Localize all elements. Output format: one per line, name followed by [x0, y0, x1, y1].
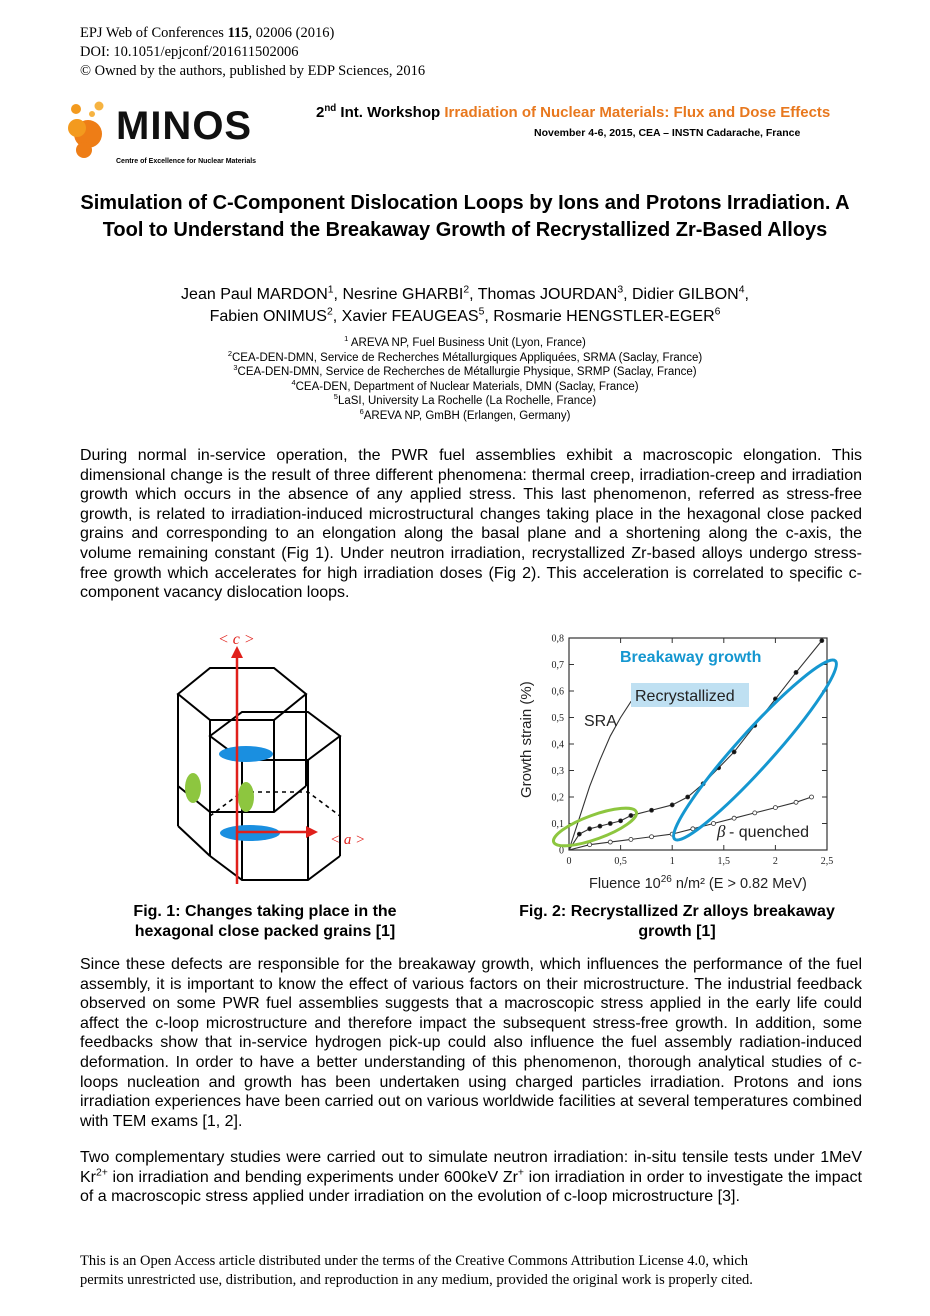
author-name: Jean Paul MARDON	[181, 286, 328, 303]
data-point	[794, 670, 798, 674]
author-affiliation-number: 2	[326, 306, 333, 318]
figure-1-caption: Fig. 1: Changes taking place in the hexagonal close packed grains [1]	[133, 903, 397, 940]
affiliation-text: CEA-DEN-DMN, Service de Recherches de Métallurgie Physique, SRMP (Saclay, France)	[237, 366, 697, 378]
copyright-line: © Owned by the authors, published by EDP Sciences, 2016	[80, 63, 426, 79]
data-point	[577, 832, 581, 836]
x-tick-label: 2	[772, 856, 778, 867]
affiliation-line	[60, 406, 870, 424]
affiliation-line	[60, 394, 870, 409]
y-tick-label: 0,4	[551, 739, 564, 751]
data-point	[629, 814, 633, 818]
data-point	[608, 840, 612, 844]
breakaway-label: Breakaway growth	[620, 649, 762, 666]
workshop-topic: Irradiation of Nuclear Materials: Flux and Dose Effects	[444, 104, 831, 121]
author-affiliation-number: 2	[463, 284, 470, 296]
affiliation-text: CEA-DEN, Department of Nuclear Materials, DMN (Saclay, France)	[295, 380, 639, 393]
author-affiliation-number: 6	[714, 306, 721, 318]
c-loop-top	[219, 746, 273, 762]
data-point	[650, 808, 654, 812]
figure-2-caption: Fig. 2: Recrystallized Zr alloys breakaway growth [1]	[519, 903, 835, 940]
x-tick-label: 1	[669, 856, 675, 867]
affiliation-line	[60, 336, 870, 351]
x-axis-label: Fluence $10^{26}$ n/m² (E > 0.82 MeV)	[589, 874, 807, 892]
y-tick-label: 0,1	[551, 819, 564, 830]
sra-label: SRA	[584, 713, 617, 730]
author-name: Thomas JOURDAN	[477, 286, 618, 303]
affiliation-text: CEA-DEN-DMN, Service de Recherches Métallurgiques Appliquées, SRMA (Saclay, France)	[231, 351, 703, 364]
hcp-diagram	[140, 626, 370, 891]
affiliation-number: 3	[233, 363, 238, 373]
affiliation-text: LaSI, University La Rochelle (La Rochelle, France)	[337, 395, 597, 407]
affiliation-line	[60, 348, 870, 366]
author-name: Nesrine GHARBI	[342, 286, 464, 303]
minos-logo	[66, 100, 306, 172]
author-name: Rosmarie HENGSTLER-EGER	[493, 308, 715, 325]
journal-name: EPJ Web of Conferences	[80, 25, 228, 41]
affiliation-list	[60, 336, 870, 423]
author-affiliation-number: 1	[327, 284, 334, 296]
data-point	[732, 816, 736, 820]
c-axis-label: < c >	[218, 631, 255, 648]
affiliation-number: 1	[344, 334, 349, 344]
affiliation-line	[60, 377, 870, 395]
quenched-label: - quenched	[729, 824, 810, 841]
body-paragraph-1: During normal in-service operation, the PWR fuel assemblies exhibit a macroscopic elongation. This dimensional change is the result of three different phenomena: thermal creep, irradiation-creep and irradiation growth which occurs in the absence of any applied stress. This last phenomenon, referred as stress-free growth, is related to irradiation-induced microstructural changes taking place in the hexagonal close packed grains and corresponding to an elongation along the basal plane and a shortening along the c-axis, the volume remaining constant (Fig 1). Under neutron irradiation, recrystallized Zr-based alloys undergo stress-free growth which accelerates for high irradiation doses (Fig 2). This acceleration is correlated to specific c-component vacancy dislocation loops.	[80, 447, 862, 602]
plot-frame	[569, 638, 827, 850]
data-point	[588, 827, 592, 831]
x-tick-label: 0,5	[614, 856, 627, 867]
y-tick-label: 0,5	[551, 713, 564, 724]
data-point	[753, 811, 757, 815]
data-point	[650, 835, 654, 839]
journal-citation	[80, 24, 425, 43]
affiliation-line	[60, 365, 870, 380]
y-tick-label: 0,2	[551, 792, 564, 804]
author-affiliation-number: 4	[738, 284, 745, 296]
a-loop-right	[238, 782, 254, 812]
affiliation-text: AREVA NP, Fuel Business Unit (Lyon, France)	[348, 337, 586, 349]
data-point	[608, 822, 612, 826]
y-tick-label: 0,7	[551, 660, 564, 671]
author-list: Jean Paul MARDON$^1$, Nesrine GHARBI$^2$, Thomas JOURDAN$^3$, Didier GILBON$^4$, Fabien ONIMUS$^2$, Xavier FEAUGEAS$^5$, Rosmarie HENGSTLER-EGER$^6$	[181, 284, 749, 325]
data-point	[773, 806, 777, 810]
affiliation-number: 6	[359, 406, 364, 416]
minos-wordmark: MINOS	[116, 104, 253, 148]
data-point	[810, 795, 814, 799]
x-tick-label: 0	[566, 856, 572, 867]
license-line-2: permits unrestricted use, distribution, and reproduction in any medium, provided the original work is properly cited.	[80, 1272, 753, 1288]
minos-subtitle: Centre of Excellence for Nuclear Materials	[116, 158, 257, 165]
y-tick-label: 0	[559, 845, 564, 857]
x-tick-label: 2,5	[820, 856, 834, 867]
author-name: Didier GILBON	[632, 286, 739, 303]
data-point	[686, 795, 690, 799]
journal-volume: 115	[227, 25, 249, 41]
data-point	[820, 639, 824, 643]
data-point	[670, 803, 674, 807]
doi-line[interactable]: DOI: 10.1051/epjconf/201611502006	[80, 44, 299, 60]
recrystallized-label: Recrystallized	[635, 688, 735, 705]
data-point	[794, 800, 798, 804]
author-affiliation-number: 5	[478, 306, 485, 318]
data-point	[732, 750, 736, 754]
data-point	[711, 822, 715, 826]
author-name: Fabien ONIMUS	[209, 308, 327, 325]
a-axis-arrowhead	[306, 826, 318, 838]
growth-chart	[505, 622, 850, 897]
a-loop-left	[185, 773, 201, 803]
journal-article-number: , 02006 (2016)	[248, 25, 335, 41]
affiliation-number: 4	[291, 377, 296, 387]
body-paragraph-2: Since these defects are responsible for the breakaway growth, which influences the performance of the fuel assembly, it is important to know the effect of various factors on their microstructure. The industrial feedback observed on some PWR fuel assemblies suggests that a macroscopic stress applied in the early life could affect the c-loop microstructure and therefore impact the subsequent stress-free growth. In addition, some feedbacks show that in-service hydrogen pick-up could also influence the fuel assembly radiation-induced deformation. In order to have a better understanding of this phenomenon, thorough analytical studies of c-loops nucleation and growth has been undertaken using charged particles irradiation. Protons and ions irradiation experiences have been carried out on various worldwide facilities at several temperatures combined with TEM exams [1, 2].	[80, 956, 862, 1130]
affiliation-number: 5	[333, 392, 338, 402]
minos-dots-icon	[66, 100, 118, 162]
author-affiliation-number: 3	[617, 284, 624, 296]
license-line-1: This is an Open Access article distributed under the terms of the Creative Commons Attribution License 4.0, which	[80, 1253, 749, 1269]
figure-2-growth-chart	[505, 622, 850, 897]
beta-label: β	[717, 822, 726, 841]
data-point	[629, 837, 633, 841]
x-tick-label: 1,5	[717, 856, 731, 867]
paper-title: Simulation of C-Component Dislocation Loops by Ions and Protons Irradiation. A Tool to Understand the Breakaway Growth of Recrystallized Zr-Based Alloys	[80, 192, 850, 241]
a-axis-label: < a >	[330, 832, 366, 848]
y-tick-label: 0,6	[551, 686, 564, 698]
affiliation-text: AREVA NP, GmBH (Erlangen, Germany)	[363, 409, 571, 422]
data-point	[598, 824, 602, 828]
body-paragraph-3: Two complementary studies were carried out to simulate neutron irradiation: in-situ tensile tests under 1MeV $Kr^{2+}$ ion irradiation and bending experiments under 600keV Zr+ ion irradiation in order to investigate the impact of a macroscopic stress applied under irradiation on the evolution of c-loop microstructure [3].	[80, 1149, 862, 1206]
y-tick-label: 0,8	[551, 633, 564, 645]
data-point	[619, 819, 623, 823]
author-name: Xavier FEAUGEAS	[341, 308, 479, 325]
license-footer	[80, 1252, 870, 1290]
affiliation-number: 2	[227, 348, 232, 358]
y-tick-label: 0,3	[551, 766, 564, 777]
journal-header	[80, 24, 425, 81]
y-axis-label: Growth strain (%)	[518, 681, 535, 798]
workshop-date: November 4-6, 2015, CEA – INSTN Cadarache, France	[534, 127, 801, 139]
figure-1-hcp-crystal	[140, 626, 370, 891]
breakaway-ellipse	[661, 649, 848, 851]
workshop-title: 2nd Int. Workshop Irradiation of Nuclear Materials: Flux and Dose Effects	[316, 103, 831, 121]
